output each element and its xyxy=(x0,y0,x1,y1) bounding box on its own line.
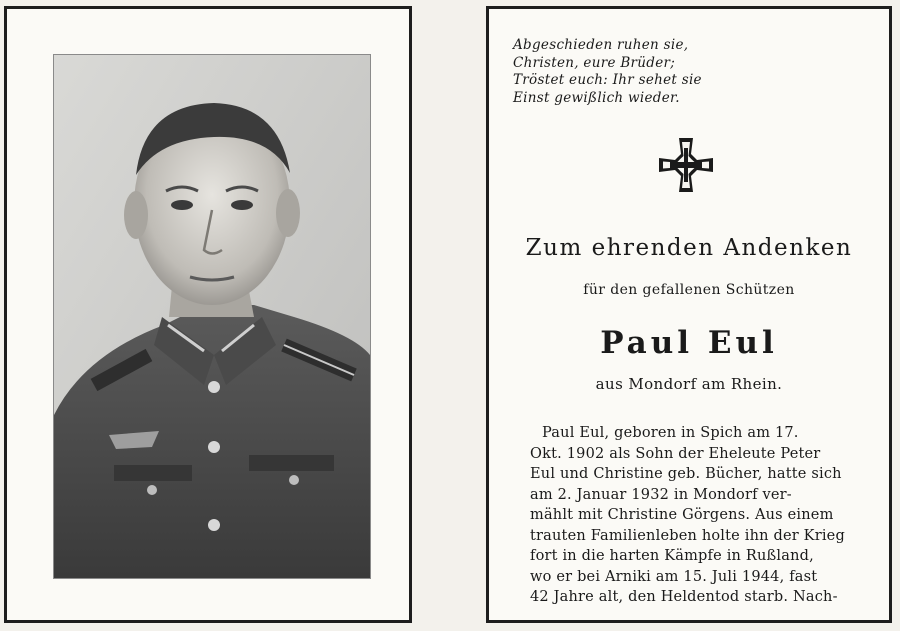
iron-cross-icon xyxy=(657,136,715,194)
verse-line: Tröstet euch: Ihr sehet sie xyxy=(513,72,702,88)
heading: Zum ehrenden Andenken xyxy=(525,235,853,261)
portrait-photo xyxy=(54,55,370,578)
bio-line: Paul Eul, geboren in Spich am 17. xyxy=(542,425,799,441)
bio-line: Okt. 1902 als Sohn der Eheleute Peter xyxy=(530,445,821,462)
origin-line: aus Mondorf am Rhein. xyxy=(595,375,783,393)
bio-line: am 2. Januar 1932 in Mondorf ver- xyxy=(530,486,792,503)
bio-line: mählt mit Christine Görgens. Aus einem xyxy=(530,507,834,523)
verse-line: Einst gewißlich wieder. xyxy=(513,89,680,106)
bio-line: trauten Familienleben holte ihn der Krieg xyxy=(530,527,845,544)
biography xyxy=(530,423,870,608)
bio-line: 42 Jahre alt, den Heldentod starb. Nach- xyxy=(530,589,838,605)
photo-card xyxy=(4,6,412,623)
bio-line: fort in die harten Kämpfe in Rußland, xyxy=(530,548,814,564)
bio-line: wo er bei Arniki am 15. Juli 1944, fast xyxy=(530,568,818,585)
memorial-verse xyxy=(513,37,813,107)
deceased-name: Paul Eul xyxy=(600,325,778,361)
memorial-text-card xyxy=(486,6,892,623)
verse-line: Abgeschieden ruhen sie, xyxy=(513,37,689,53)
bio-line: Eul und Christine geb. Bücher, hatte sich xyxy=(530,466,842,482)
portrait-photo-image xyxy=(54,55,370,578)
verse-line: Christen, eure Brüder; xyxy=(513,54,676,71)
subheading: für den gefallenen Schützen xyxy=(583,282,795,298)
